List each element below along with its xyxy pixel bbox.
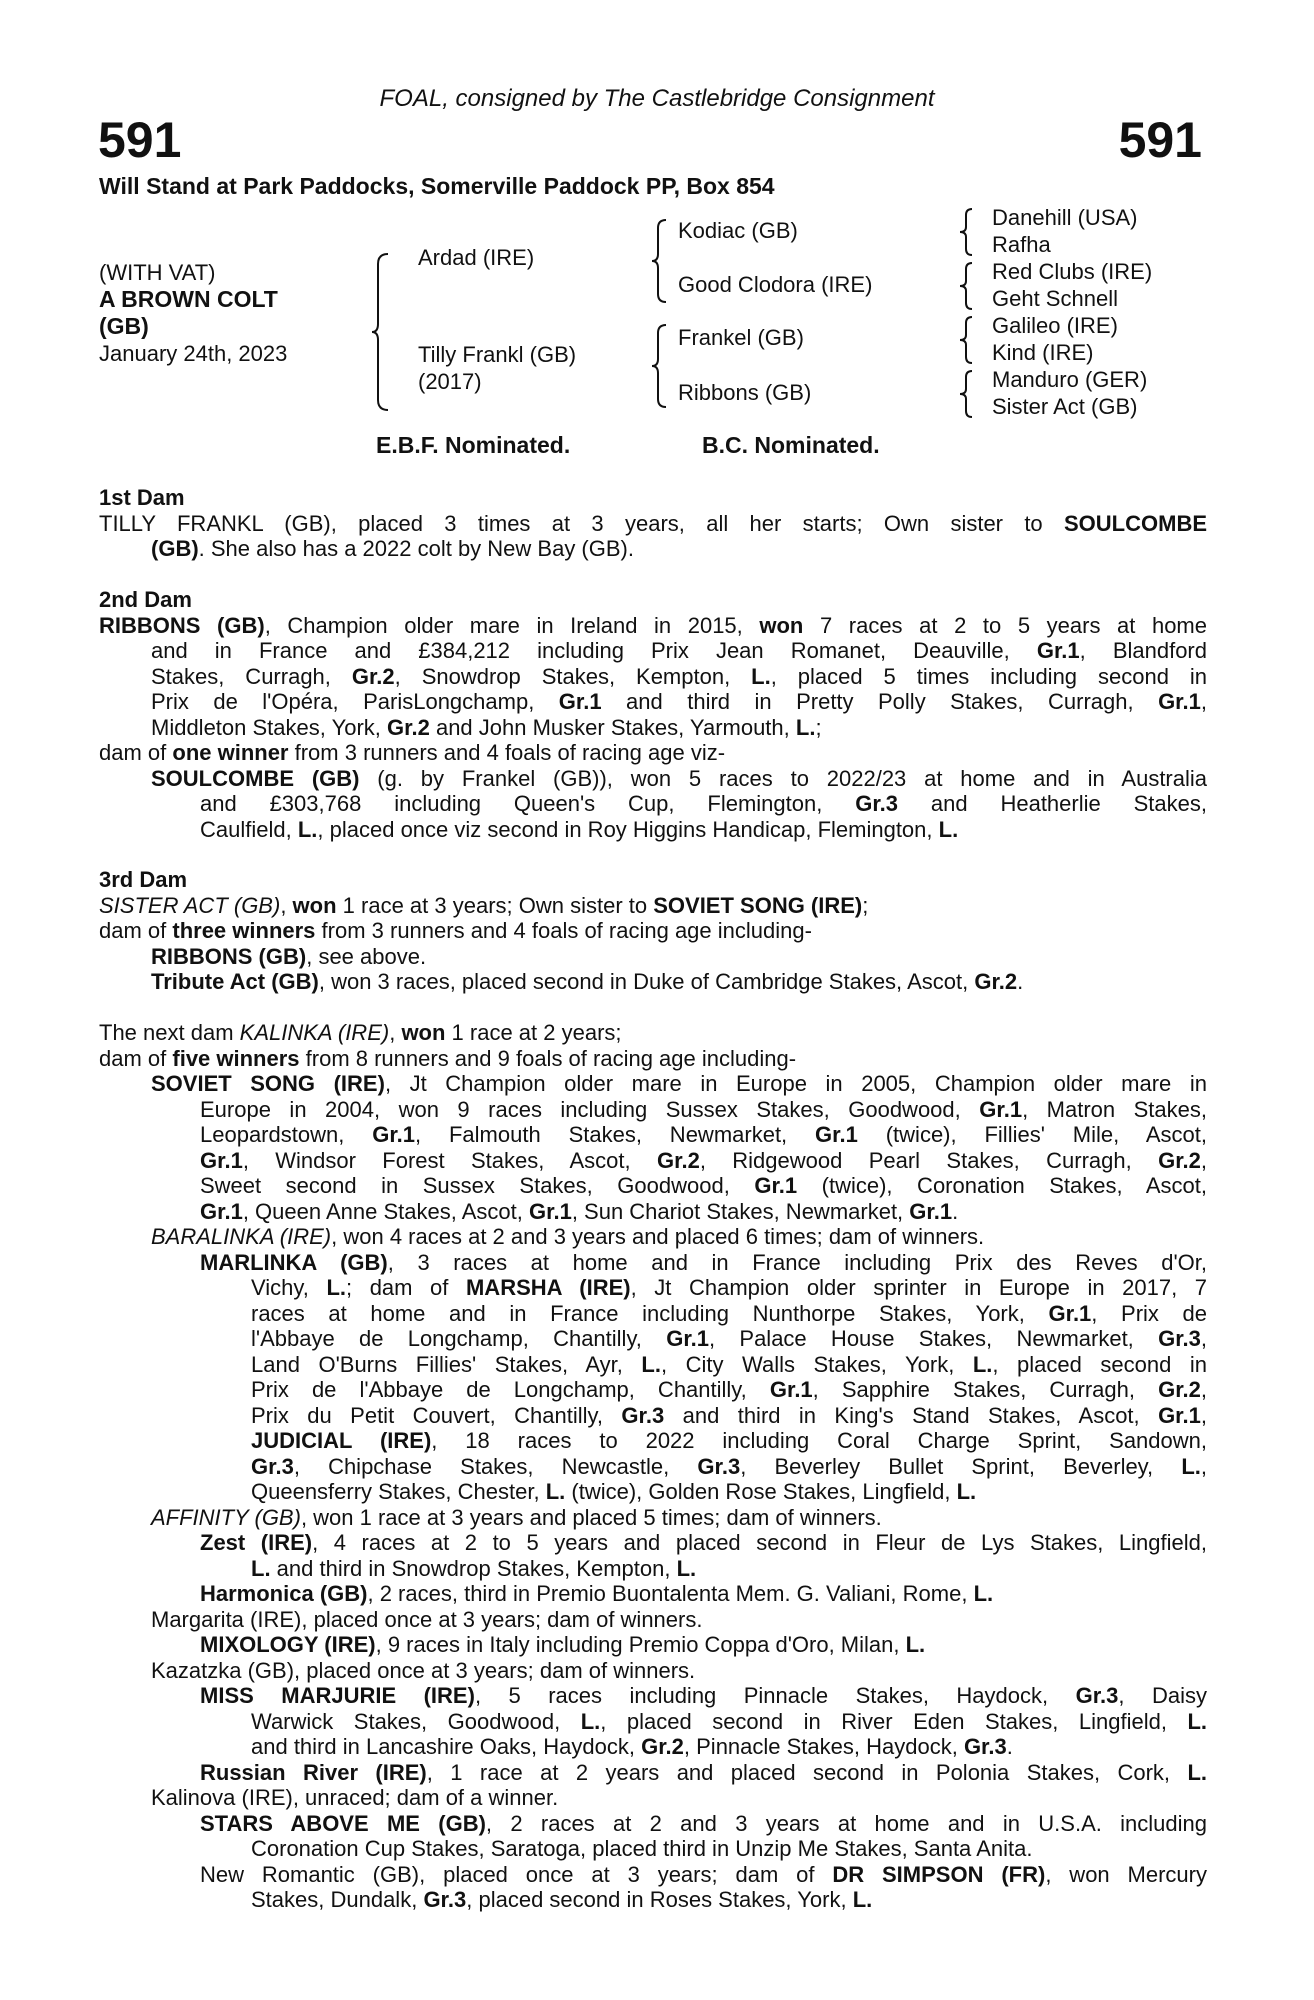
vat-label: (WITH VAT)	[99, 260, 216, 285]
family-section	[99, 1020, 1207, 1913]
text-line: and third in Lancashire Oaks, Haydock, Gr.2, Pinnacle Stakes, Haydock, Gr.3.	[251, 1734, 1013, 1759]
text-line: Middleton Stakes, York, Gr.2 and John Musker Stakes, Yarmouth, L.;	[151, 714, 822, 740]
text-line: L. and third in Snowdrop Stakes, Kempton, L.	[251, 1555, 697, 1581]
ancestor-3: Red Clubs (IRE)	[992, 259, 1153, 284]
pedigree-brace	[958, 207, 976, 257]
text-line: Gr.1, Queen Anne Stakes, Ascot, Gr.1, Sun Chariot Stakes, Newmarket, Gr.1.	[200, 1198, 959, 1224]
section-title: 3rd Dam	[99, 867, 188, 892]
text-line: RIBBONS (GB), see above.	[151, 943, 427, 969]
text-line: Coronation Cup Stakes, Saratoga, placed third in Unzip Me Stakes, Santa Anita.	[251, 1836, 1033, 1861]
text-line: AFFINITY (GB), won 1 race at 3 years and placed 5 times; dam of winners.	[151, 1504, 882, 1530]
pedigree-brace	[958, 261, 976, 311]
text-line: Stakes, Curragh, Gr.2, Snowdrop Stakes, Kempton, L., placed 5 times including second in	[151, 663, 1207, 689]
ancestor-4: Geht Schnell	[992, 286, 1118, 311]
first-dam-line: TILLY FRANKL (GB), placed 3 times at 3 years, all her starts; Own sister to SOULCOMBE	[99, 510, 1207, 536]
dam-dam: Ribbons (GB)	[678, 380, 812, 405]
sire-sire: Kodiac (GB)	[678, 218, 798, 243]
text-line: dam of one winner from 3 runners and 4 foals of racing age viz-	[99, 740, 726, 765]
text-line: Land O'Burns Fillies' Stakes, Ayr, L., City Walls Stakes, York, L., placed second in	[251, 1351, 1207, 1377]
pedigree-brace	[650, 323, 670, 409]
text-line: SOULCOMBE (GB) (g. by Frankel (GB)), won 5 races to 2022/23 at home and in Australia	[151, 765, 1207, 791]
text-line: JUDICIAL (IRE), 18 races to 2022 including Coral Charge Sprint, Sandown,	[251, 1428, 1207, 1453]
pedigree-brace	[958, 315, 976, 365]
text-line: dam of three winners from 3 runners and 4 foals of racing age including-	[99, 918, 812, 943]
first-dam-line: (GB). She also has a 2022 colt by New Bay (GB).	[151, 536, 634, 561]
sire-dam: Good Clodora (IRE)	[678, 272, 873, 297]
text-line: SOVIET SONG (IRE), Jt Champion older mare in Europe in 2005, Champion older mare in	[151, 1071, 1207, 1096]
text-line: l'Abbaye de Longchamp, Chantilly, Gr.1, Palace House Stakes, Newmarket, Gr.3,	[251, 1326, 1208, 1351]
bc-nominated: B.C. Nominated.	[702, 432, 880, 458]
text-line: Sweet second in Sussex Stakes, Goodwood, Gr.1 (twice), Coronation Stakes, Ascot,	[200, 1173, 1207, 1198]
text-line: Prix de l'Opéra, ParisLongchamp, Gr.1 and third in Pretty Polly Stakes, Curragh, Gr.1,	[151, 689, 1207, 714]
text-line: Gr.3, Chipchase Stakes, Newcastle, Gr.3, Beverley Bullet Sprint, Beverley, L.,	[251, 1453, 1207, 1479]
text-line: Europe in 2004, won 9 races including Sussex Stakes, Goodwood, Gr.1, Matron Stakes,	[200, 1096, 1207, 1122]
text-line: Kalinova (IRE), unraced; dam of a winner.	[151, 1785, 559, 1810]
text-line: races at home and in France including Nunthorpe Stakes, York, Gr.1, Prix de	[251, 1300, 1207, 1326]
consignment-line: FOAL, consigned by The Castlebridge Consignment	[379, 85, 935, 112]
third-dam-section	[99, 867, 1207, 995]
text-line: Tribute Act (GB), won 3 races, placed second in Duke of Cambridge Stakes, Ascot, Gr.2.	[151, 969, 1024, 994]
text-line: STARS ABOVE ME (GB), 2 races at 2 and 3 years at home and in U.S.A. including	[200, 1810, 1207, 1836]
first-dam-section	[99, 485, 1207, 562]
text-line: Harmonica (GB), 2 races, third in Premio Buontalenta Mem. G. Valiani, Rome, L.	[200, 1581, 994, 1606]
pedigree-brace	[958, 369, 976, 419]
text-line: Caulfield, L., placed once viz second in Roy Higgins Handicap, Flemington, L.	[200, 816, 959, 842]
ancestor-2: Rafha	[992, 232, 1051, 257]
text-line: Warwick Stakes, Goodwood, L., placed second in River Eden Stakes, Lingfield, L.	[251, 1708, 1207, 1734]
ancestor-7: Manduro (GER)	[992, 367, 1148, 392]
dam-sire: Frankel (GB)	[678, 325, 804, 350]
ancestor-1: Danehill (USA)	[992, 205, 1138, 230]
ancestor-5: Galileo (IRE)	[992, 313, 1118, 338]
text-line: BARALINKA (IRE), won 4 races at 2 and 3 years and placed 6 times; dam of winners.	[151, 1224, 985, 1249]
text-line: MISS MARJURIE (IRE), 5 races including Pinnacle Stakes, Haydock, Gr.3, Daisy	[200, 1683, 1207, 1708]
text-line: Margarita (IRE), placed once at 3 years; dam of winners.	[151, 1606, 703, 1632]
lot-number-left: 591	[98, 112, 182, 168]
pedigree-brace	[370, 252, 392, 412]
text-line: Gr.1, Windsor Forest Stakes, Ascot, Gr.2, Ridgewood Pearl Stakes, Curragh, Gr.2,	[200, 1147, 1208, 1173]
ancestor-8: Sister Act (GB)	[992, 394, 1138, 419]
section-title: 2nd Dam	[99, 587, 192, 612]
second-dam-section	[99, 587, 1207, 842]
foaling-date: January 24th, 2023	[99, 341, 288, 366]
dam: Tilly Frankl (GB)	[418, 342, 577, 367]
text-line: SISTER ACT (GB), won 1 race at 3 years; Own sister to SOVIET SONG (IRE);	[99, 892, 869, 918]
lot-number-right: 591	[1118, 112, 1202, 168]
text-line: New Romantic (GB), placed once at 3 years; dam of DR SIMPSON (FR), won Mercury	[200, 1861, 1207, 1887]
ebf-nominated: E.B.F. Nominated.	[376, 432, 571, 458]
text-line: The next dam KALINKA (IRE), won 1 race at 2 years;	[99, 1020, 622, 1045]
text-line: and £303,768 including Queen's Cup, Flemington, Gr.3 and Heatherlie Stakes,	[200, 791, 1207, 816]
text-line: MIXOLOGY (IRE), 9 races in Italy including Premio Coppa d'Oro, Milan, L.	[200, 1632, 926, 1657]
dam-year: (2017)	[418, 369, 482, 394]
text-line: Russian River (IRE), 1 race at 2 years and placed second in Polonia Stakes, Cork, L.	[200, 1759, 1207, 1785]
text-line: MARLINKA (GB), 3 races at home and in France including Prix des Reves d'Or,	[200, 1249, 1207, 1275]
ancestor-6: Kind (IRE)	[992, 340, 1094, 365]
text-line: Vichy, L.; dam of MARSHA (IRE), Jt Champion older sprinter in Europe in 2017, 7	[251, 1275, 1207, 1300]
stand-location: Will Stand at Park Paddocks, Somerville Paddock PP, Box 854	[99, 173, 775, 199]
sire: Ardad (IRE)	[418, 245, 535, 270]
text-line: Leopardstown, Gr.1, Falmouth Stakes, Newmarket, Gr.1 (twice), Fillies' Mile, Ascot,	[200, 1122, 1208, 1147]
text-line: Prix de l'Abbaye de Longchamp, Chantilly, Gr.1, Sapphire Stakes, Curragh, Gr.2,	[251, 1377, 1208, 1402]
horse-country: (GB)	[99, 313, 149, 339]
horse-description: A BROWN COLT	[99, 286, 278, 312]
text-line: Zest (IRE), 4 races at 2 to 5 years and placed second in Fleur de Lys Stakes, Lingfield,	[200, 1530, 1207, 1555]
section-title: 1st Dam	[99, 485, 185, 510]
text-line: RIBBONS (GB), Champion older mare in Ireland in 2015, won 7 races at 2 to 5 years at home	[99, 612, 1207, 638]
pedigree-brace	[650, 218, 670, 304]
text-line: Stakes, Dundalk, Gr.3, placed second in Roses Stakes, York, L.	[251, 1887, 873, 1912]
text-line: and in France and £384,212 including Prix Jean Romanet, Deauville, Gr.1, Blandford	[151, 638, 1207, 663]
text-line: Prix du Petit Couvert, Chantilly, Gr.3 and third in King's Stand Stakes, Ascot, Gr.1,	[251, 1402, 1207, 1428]
text-line: dam of five winners from 8 runners and 9 foals of racing age including-	[99, 1045, 797, 1071]
text-line: Kazatzka (GB), placed once at 3 years; dam of winners.	[151, 1657, 696, 1683]
text-line: Queensferry Stakes, Chester, L. (twice), Golden Rose Stakes, Lingfield, L.	[251, 1479, 977, 1504]
